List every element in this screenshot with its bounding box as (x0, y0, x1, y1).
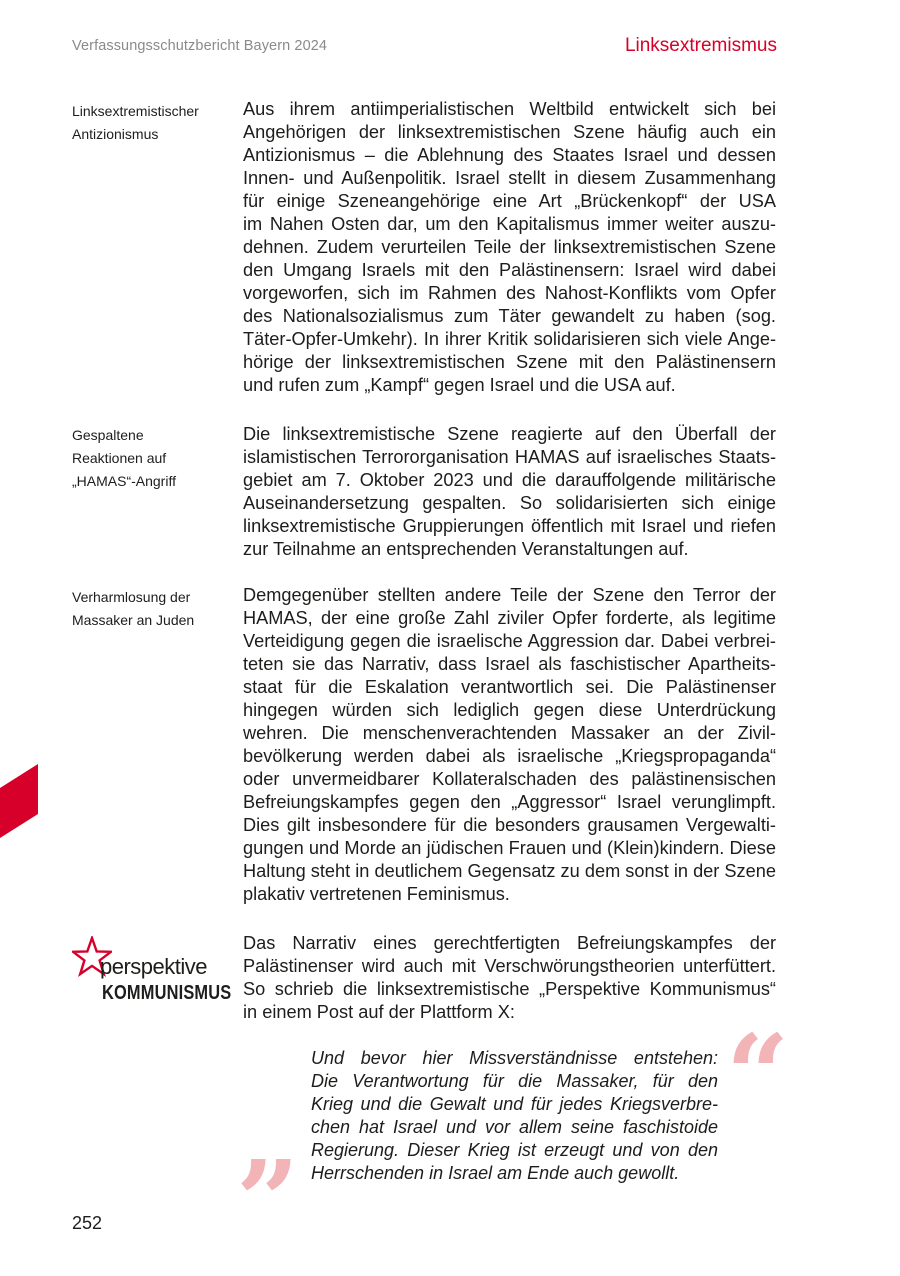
text-line: dehnen. Zudem verurteilen Teile der linksextremistischen Szene (243, 237, 776, 257)
text-line: bevölkerung werden dabei als israelische „Kriegspropaganda“ (243, 746, 776, 766)
text-line: Innen- und Außenpolitik. Israel stellt in diesem Zusammenhang (243, 168, 776, 188)
text-line: Aus ihrem antiimperialistischen Weltbild entwickelt sich bei (243, 99, 776, 119)
text-line: teten sie das Narrativ, dass Israel als faschistischer Apartheits- (243, 654, 776, 674)
text-line: Die linksextremistische Szene reagierte auf den Überfall der (243, 424, 776, 444)
text-line: des Nationalsozialismus zum Täter gewandelt zu haben (sog. (243, 306, 776, 326)
close-quote-mark-icon: ” (236, 1136, 300, 1265)
quote-line: Die Verantwortung für die Massaker, für den (311, 1071, 718, 1091)
paragraph-narrativ (243, 932, 776, 1024)
text-line: staat für die Eskalation verantwortlich sei. Die Palästinenser (243, 677, 776, 697)
quote-line: Krieg und die Gewalt und für jedes Kriegsverbre- (311, 1094, 718, 1114)
quote-line: Herrschenden in Israel am Ende auch gewollt. (311, 1163, 680, 1183)
running-header-chapter: Linksextremismus (624, 35, 777, 56)
text-line: wehren. Die menschenverachtenden Massaker an der Zivil- (243, 723, 776, 743)
perspektive-kommunismus-logo (72, 936, 232, 1016)
paragraph-antizionismus (243, 98, 776, 397)
text-line: gungen und Morde an jüdischen Frauen und (Klein)kindern. Diese (243, 838, 776, 858)
text-line: zur Teilnahme an entsprechenden Veranstaltungen auf. (243, 539, 689, 559)
quote-line: Und bevor hier Missverständnisse entstehen: (311, 1048, 718, 1068)
text-line: HAMAS, der eine große Zahl ziviler Opfer forderte, als legitime (243, 608, 776, 628)
paragraph-gespaltene-reaktionen (243, 423, 776, 561)
page-number: 252 (72, 1213, 103, 1233)
text-line: Angehörigen der linksextremistischen Szene häufig auch ein (243, 122, 776, 142)
text-line: plakativ vertretenen Feminismus. (243, 884, 510, 904)
text-line: in einem Post auf der Plattform X: (243, 1002, 515, 1022)
margin-label-line: Linksextremistischer (72, 103, 199, 119)
text-line: gebiet am 7. Oktober 2023 und die darauffolgende militärische (243, 470, 776, 490)
text-line: Demgegenüber stellten andere Teile der Szene den Terror der (243, 585, 776, 605)
margin-label-line: Massaker an Juden (72, 612, 195, 628)
text-line: Auseinandersetzung gespalten. So solidarisierten sich einige (243, 493, 776, 513)
logo-wordmark-perspektive: perspektive (100, 954, 208, 979)
margin-label-line: Verharmlosung der (72, 589, 191, 605)
quote-line: chen hat Israel und vor allem seine faschistoide (311, 1117, 718, 1137)
text-line: islamistischen Terrororganisation HAMAS auf israelisches Staats- (243, 447, 776, 467)
margin-label-verharmlosung (72, 586, 232, 632)
text-line: Palästinenser wird auch mit Verschwörungstheorien unterfüttert. (243, 956, 776, 976)
text-line: und rufen zum „Kampf“ gegen Israel und die USA auf. (243, 375, 676, 395)
text-line: im Nahen Osten dar, um den Kapitalismus immer weiter auszu- (243, 214, 776, 234)
text-line: Befreiungskampfes gegen den „Aggressor“ Israel verunglimpft. (243, 792, 776, 812)
text-line: Täter-Opfer-Umkehr). In ihrer Kritik solidarisieren sich viele Ange- (243, 329, 776, 349)
running-header-publication: Verfassungsschutzbericht Bayern 2024 (72, 38, 328, 54)
text-line: Antizionismus – die Ablehnung des Staates Israel und dessen (243, 145, 776, 165)
chapter-marker-tab (0, 764, 38, 838)
text-line: So schrieb die linksextremistische „Perspektive Kommunismus“ (243, 979, 776, 999)
margin-label-line: Antizionismus (72, 126, 159, 142)
margin-label-antizionismus (72, 100, 232, 146)
paragraph-verharmlosung (243, 584, 776, 906)
text-line: hörige der linksextremistischen Szene mit den Palästinensern (243, 352, 776, 372)
text-line: für einige Szeneangehörige eine Art „Brückenkopf“ der USA (243, 191, 776, 211)
text-line: Dies gilt insbesondere für die besonders grausamen Vergewalti- (243, 815, 776, 835)
text-line: vorgeworfen, sich im Rahmen des Nahost-Konflikts vom Opfer (243, 283, 776, 303)
open-quote-mark-icon: “ (726, 1010, 790, 1139)
logo-wordmark-kommunismus: KOMMUNISMUS (102, 982, 232, 1004)
text-line: Verteidigung gegen die israelische Aggression dar. Dabei verbrei- (243, 631, 776, 651)
margin-label-gespaltene-reaktionen (72, 424, 232, 493)
text-line: linksextremistische Gruppierungen öffentlich mit Israel und riefen (243, 516, 776, 536)
text-line: hingegen würden sich lediglich gegen diese Unterdrückung (243, 700, 776, 720)
blockquote (311, 1047, 718, 1185)
text-line: oder unvermeidbarer Kollateralschaden des palästinensischen (243, 769, 776, 789)
text-line: Haltung steht in deutlichem Gegensatz zu dem sonst in der Szene (243, 861, 776, 881)
text-line: den Umgang Israels mit den Palästinensern: Israel wird dabei (243, 260, 776, 280)
quote-line: Regierung. Dieser Krieg ist erzeugt und von den (311, 1140, 718, 1160)
text-line: Das Narrativ eines gerechtfertigten Befreiungskampfes der (243, 933, 776, 953)
margin-label-line: Gespaltene (72, 427, 144, 443)
margin-label-line: Reaktionen auf (72, 450, 167, 466)
margin-label-line: „HAMAS“-Angriff (72, 473, 176, 489)
